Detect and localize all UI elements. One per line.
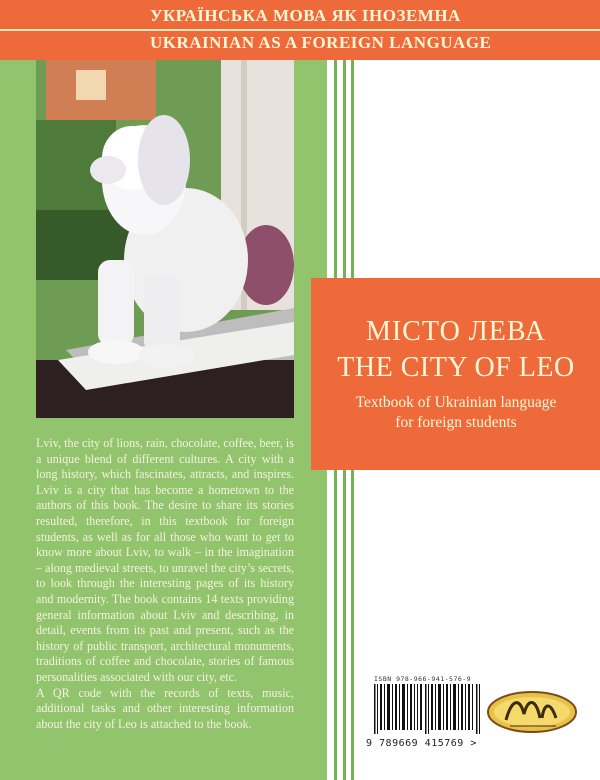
lion-statue-photo [36,60,294,418]
description-paragraph: Lviv, the city of lions, rain, chocolate, coffee, beer, is a unique blend of different cultures. A city with a long history, which fascinates, attracts, and inspires. Lviv is a city that has become a hometown to the authors of this book. The desire to share its stories resulted, therefore, in this textbook for foreign students, as well as for all those who want to get to know more about Lviv, to walk – in the imagination – along medieval streets, to unravel the city’s secrets, to look through the interesting pages of its history and modernity. The book contains 14 texts providing general information about Lviv and describing, in detail, events from its past and present, such as the history of public transport, architectural monuments, traditions of coffee and chocolate, stories of famous personalities associated with our city, etc. [36,436,294,684]
barcode-number: 9 789669 415769 > [366,738,477,749]
isbn-label: ISBN 978-966-941-576-9 [374,675,472,683]
book-title-ukrainian: МІСТО ЛЕВА [365,316,547,347]
book-description [36,436,294,732]
header-banner [0,0,600,60]
book-subtitle [329,393,583,433]
qr-code-note: A QR code with the records of texts, music, additional tasks and other interesting information about the city of Leo is attached to the book. [36,685,294,731]
series-title-english: UKRAINIAN AS A FOREIGN LANGUAGE [150,33,492,52]
book-title-english: THE CITY OF LEO [337,352,575,383]
header-divider [0,29,600,31]
isbn-barcode [372,684,482,734]
publisher-logo [486,690,578,734]
subtitle-line: Textbook of Ukrainian language [355,394,557,411]
subtitle-line: for foreign students [395,414,517,431]
title-panel [311,278,600,470]
series-title-ukrainian: УКРАЇНСЬКА МОВА ЯК ІНОЗЕМНА [150,6,461,25]
